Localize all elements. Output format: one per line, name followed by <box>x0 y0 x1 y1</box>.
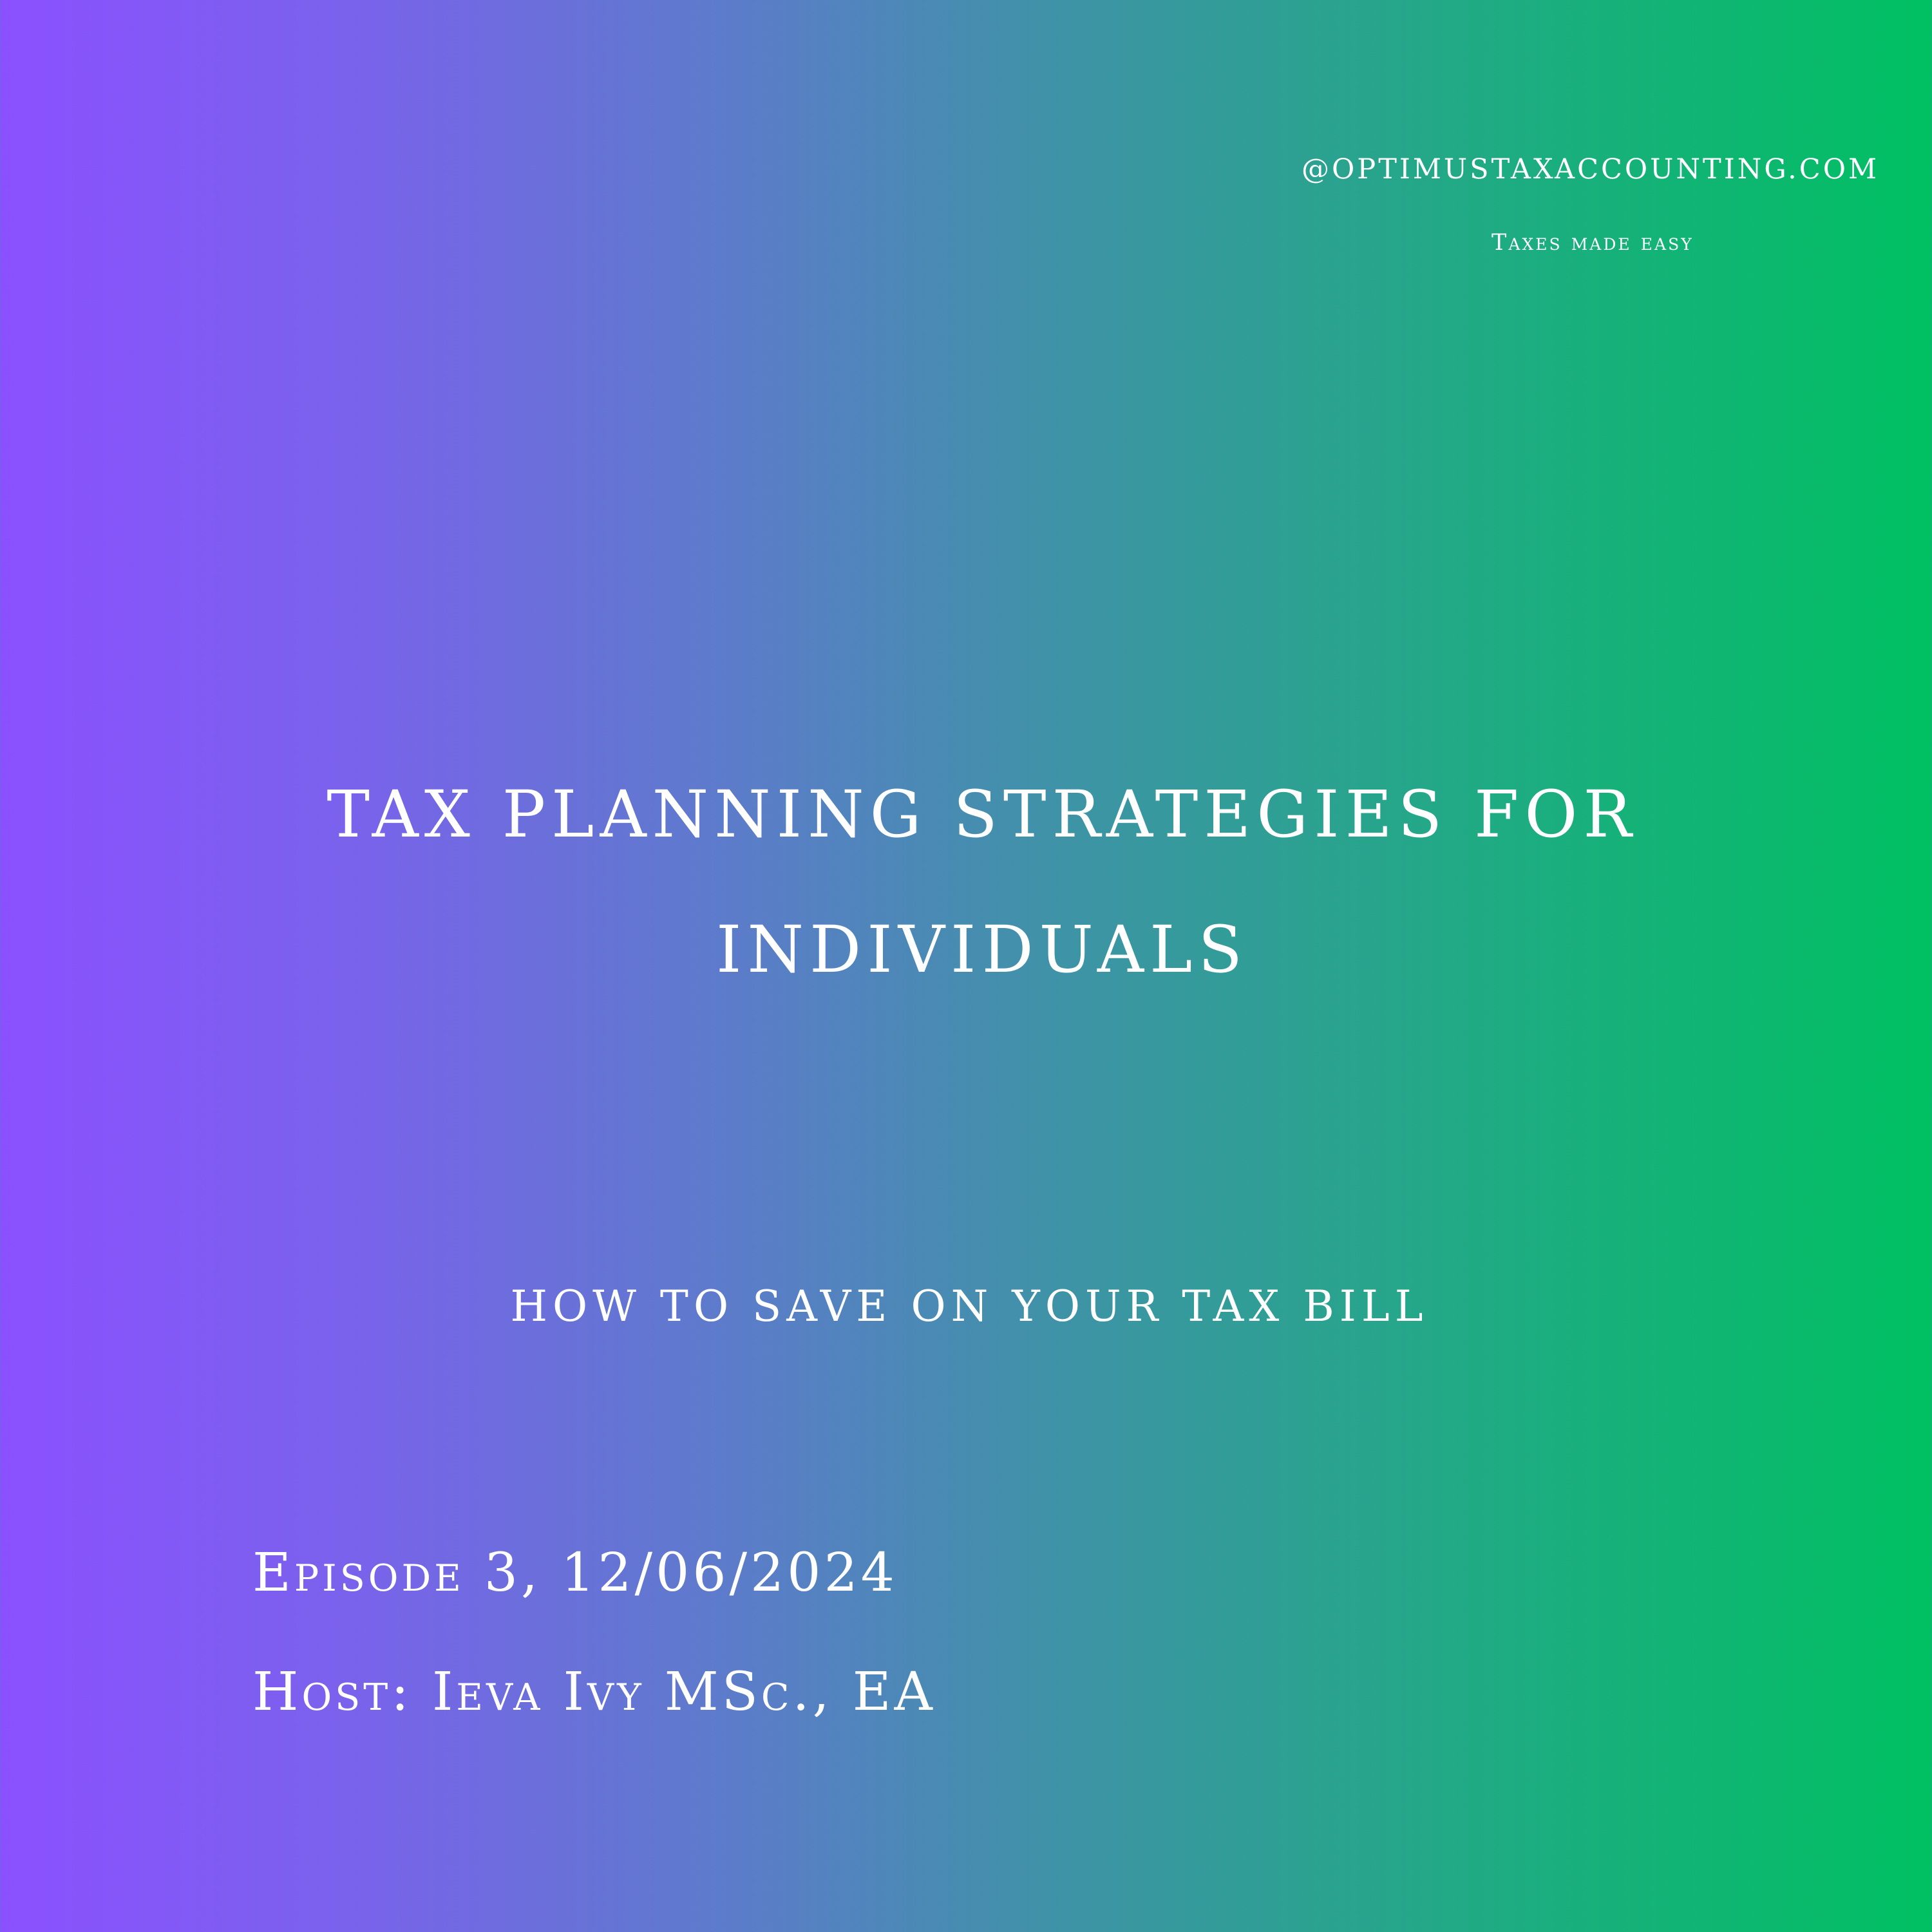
title-line-2: INDIVIDUALS <box>716 912 1248 987</box>
host-info: Host: Ieva Ivy MSc., EA <box>252 1662 936 1723</box>
tagline: Taxes made easy <box>1492 230 1694 256</box>
episode-info: Episode 3, 12/06/2024 <box>252 1542 898 1604</box>
website-handle: @OPTIMUSTAXACCOUNTING.COM <box>1302 153 1879 185</box>
title-line-1: TAX PLANNING STRATEGIES FOR <box>327 777 1638 852</box>
episode-title <box>0 747 1932 1018</box>
episode-subtitle: HOW TO SAVE ON YOUR TAX BILL <box>510 1282 1428 1331</box>
